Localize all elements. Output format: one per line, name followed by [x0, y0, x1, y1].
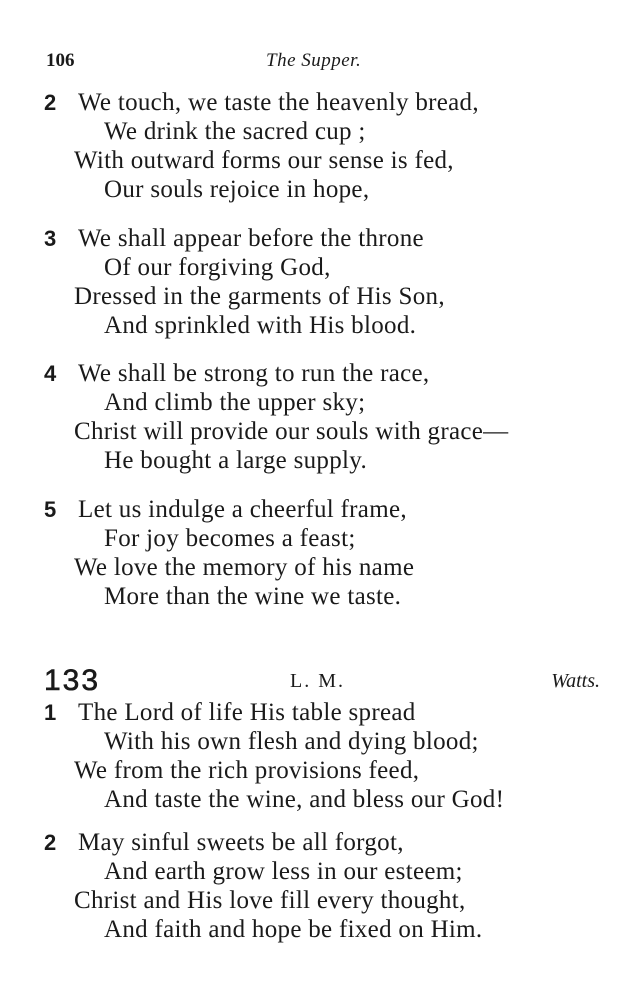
verse-text: We love the memory of his name	[74, 554, 415, 581]
verse-text: We touch, we taste the heavenly bread,	[78, 89, 479, 116]
hymn-header	[44, 664, 600, 698]
verse-line	[44, 495, 614, 524]
verse-text: Our souls rejoice in hope,	[104, 176, 370, 203]
stanza-number: 5	[44, 497, 57, 522]
verse-text: Dressed in the garments of His Son,	[74, 283, 445, 310]
verse-line	[44, 253, 614, 282]
verse-text: More than the wine we taste.	[104, 583, 402, 610]
hymn-133-stanza-2	[44, 828, 614, 944]
stanza-number: 1	[44, 700, 57, 725]
verse-text: Christ and His love fill every thought,	[74, 887, 466, 914]
verse-line	[44, 582, 614, 611]
verse-line	[44, 828, 614, 857]
verse-text: And sprinkled with His blood.	[104, 312, 417, 339]
verse-line	[44, 282, 614, 311]
hymn-133-stanza-1	[44, 698, 614, 814]
verse-text: Christ will provide our souls with grace—	[74, 418, 509, 445]
verse-text: With outward forms our sense is fed,	[74, 147, 454, 174]
verse-line	[44, 727, 614, 756]
stanza-3	[44, 224, 614, 340]
verse-text: We drink the sacred cup ;	[104, 118, 366, 145]
hymn-meter: L. M.	[290, 670, 345, 692]
verse-line	[44, 146, 614, 175]
verse-line	[44, 224, 614, 253]
verse-text: May sinful sweets be all forgot,	[78, 829, 404, 856]
running-title: The Supper.	[266, 50, 362, 71]
stanza-number: 4	[44, 361, 57, 386]
page-number: 106	[46, 50, 75, 71]
verse-text: And climb the upper sky;	[104, 389, 366, 416]
verse-line	[44, 857, 614, 886]
stanza-number: 2	[44, 90, 57, 115]
verse-line	[44, 175, 614, 204]
verse-text: We from the rich provisions feed,	[74, 757, 420, 784]
verse-text: He bought a large supply.	[104, 447, 368, 474]
verse-text: And earth grow less in our esteem;	[104, 858, 463, 885]
verse-text: We shall appear before the throne	[78, 225, 424, 252]
hymn-number: 133	[44, 664, 101, 697]
verse-text: And taste the wine, and bless our God!	[104, 786, 505, 813]
verse-text: Let us indulge a cheerful frame,	[78, 496, 407, 523]
verse-line	[44, 756, 614, 785]
verse-line	[44, 359, 614, 388]
verse-line	[44, 785, 614, 814]
page-header	[46, 50, 600, 76]
verse-text: The Lord of life His table spread	[78, 699, 416, 726]
verse-line	[44, 915, 614, 944]
verse-line	[44, 446, 614, 475]
stanza-4	[44, 359, 614, 475]
hymn-author: Watts.	[551, 670, 600, 692]
verse-line	[44, 88, 614, 117]
verse-line	[44, 311, 614, 340]
verse-line	[44, 417, 614, 446]
verse-line	[44, 886, 614, 915]
verse-line	[44, 524, 614, 553]
stanza-2	[44, 88, 614, 204]
verse-text: We shall be strong to run the race,	[78, 360, 430, 387]
stanza-number: 3	[44, 226, 57, 251]
verse-text: With his own flesh and dying blood;	[104, 728, 479, 755]
stanza-number: 2	[44, 830, 57, 855]
verse-text: For joy becomes a feast;	[104, 525, 356, 552]
verse-text: Of our forgiving God,	[104, 254, 331, 281]
verse-text: And faith and hope be fixed on Him.	[104, 916, 483, 943]
verse-line	[44, 553, 614, 582]
verse-line	[44, 698, 614, 727]
verse-line	[44, 388, 614, 417]
stanza-5	[44, 495, 614, 611]
verse-line	[44, 117, 614, 146]
